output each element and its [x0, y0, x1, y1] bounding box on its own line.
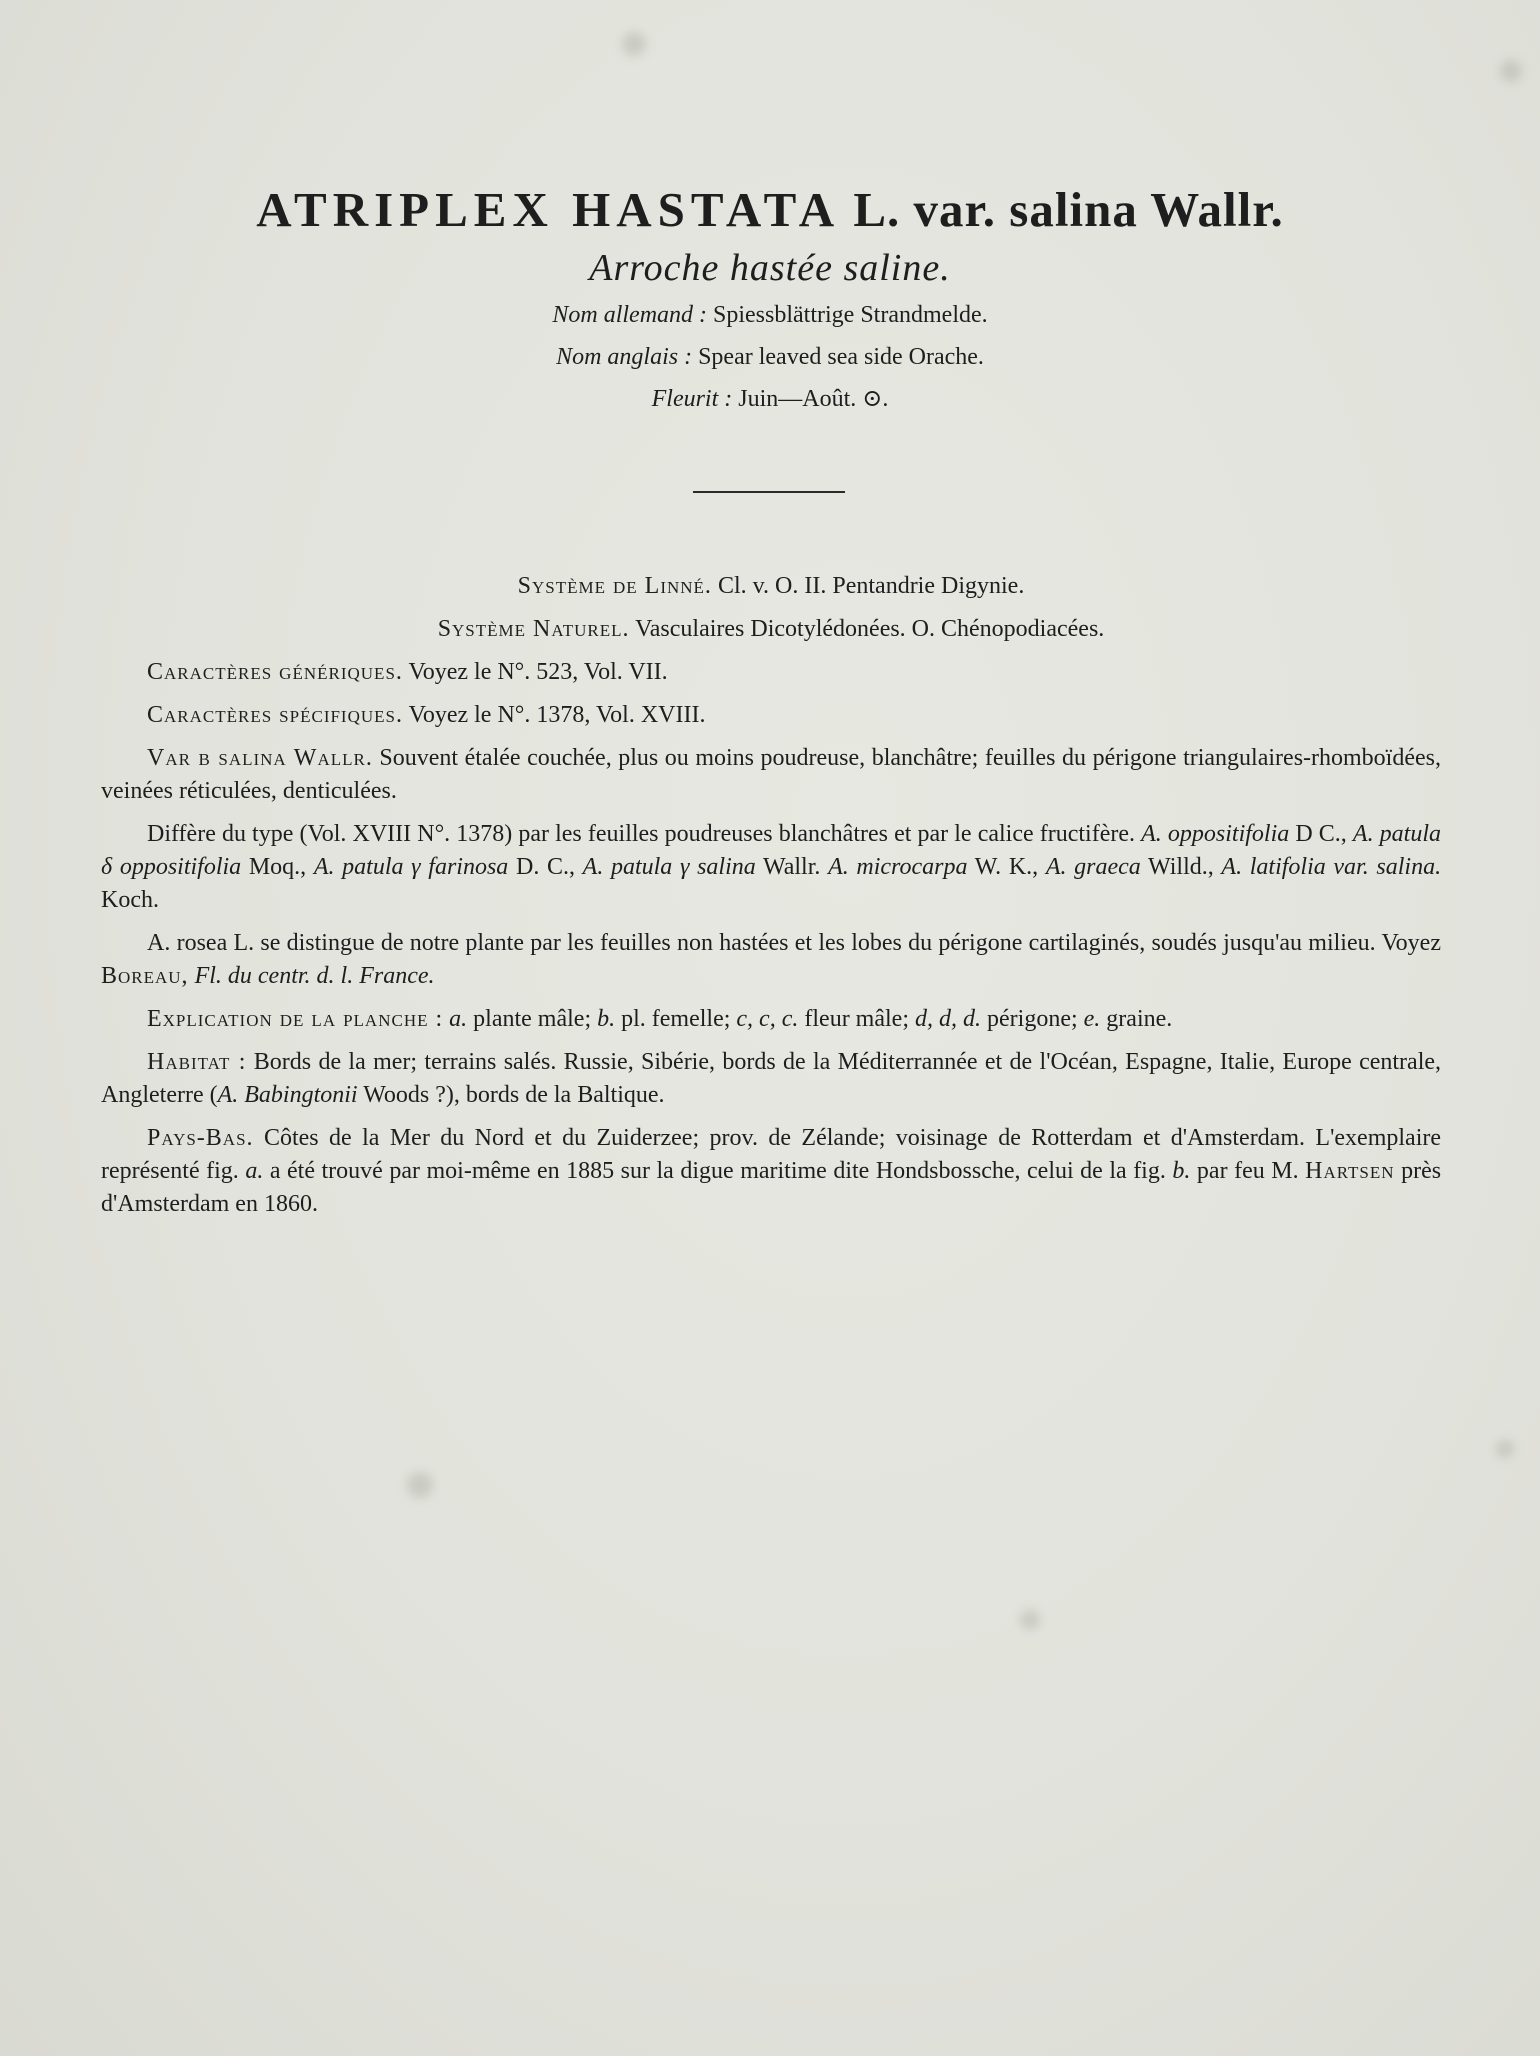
caracteres-specifiques	[101, 699, 1441, 732]
habitat	[101, 1046, 1441, 1112]
title-genus-species: ATRIPLEX HASTATA	[256, 182, 841, 237]
foxing-spot	[407, 1472, 433, 1498]
fig-text: périgone;	[987, 1006, 1078, 1032]
fig-letter: d, d, d.	[915, 1006, 981, 1032]
fig-text: fleur mâle;	[804, 1006, 909, 1032]
var-salina	[101, 742, 1441, 808]
differe-text: Diffère du type (Vol. XVIII N°. 1378) par les feuilles poudreuses blanchâtres et par le calice fructifère.	[147, 821, 1136, 847]
fig-letter: b.	[597, 1006, 616, 1032]
habitat-text: Woods ?), bords de la Baltique.	[363, 1082, 665, 1108]
synonym: A. microcarpa	[828, 854, 968, 880]
synonym: A. oppositifolia	[1141, 821, 1290, 847]
description-body	[101, 570, 1441, 1231]
foxing-spot	[1020, 1610, 1040, 1630]
synonym-author: Moq.,	[248, 854, 307, 880]
var-salina-text: Souvent étalée couchée, plus ou moins poudreuse, blanchâtre; feuilles du périgone triangulaires-rhomboïdées, veinées réticulées, denticulées.	[101, 745, 1441, 804]
synonym-author: W. K.,	[974, 854, 1039, 880]
fig-letter: a.	[449, 1006, 468, 1032]
synonym: A. graeca	[1045, 854, 1141, 880]
rosea-text: A. rosea L. se distingue de notre plante par les feuilles non hastées et les lobes du périgone cartilaginés, soudés jusqu'au milieu. Voyez	[147, 930, 1441, 956]
caracteres-generiques	[101, 656, 1441, 689]
habitat-label: Habitat :	[147, 1049, 247, 1075]
pays-bas-text: près d'Amsterdam en 1860.	[101, 1158, 1442, 1217]
collector-name: Hartsen	[1305, 1158, 1395, 1184]
systeme-naturel	[101, 613, 1441, 646]
fleurit	[0, 382, 1540, 416]
nom-allemand-value: Spiessblättrige Strandmelde.	[713, 302, 988, 328]
page-title	[0, 180, 1540, 240]
explication-label: Explication de la planche :	[147, 1006, 444, 1032]
pays-bas-label: Pays-Bas.	[147, 1125, 254, 1151]
var-salina-label: Var β salina Wallr.	[147, 745, 373, 771]
fig-letter: e.	[1083, 1006, 1101, 1032]
caracteres-specifiques-text: Voyez le N°. 1378, Vol. XVIII.	[408, 702, 706, 728]
synonym: A. patula γ salina	[582, 854, 756, 880]
habitat-synonym: A. Babingtonii	[217, 1082, 358, 1108]
synonym: A. patula γ farinosa	[313, 854, 509, 880]
synonym-author: D C.,	[1295, 821, 1347, 847]
differe-du-type	[101, 818, 1441, 917]
synonym-author: Wallr.	[763, 854, 821, 880]
nom-allemand	[0, 298, 1540, 332]
systeme-naturel-label: Système Naturel.	[437, 616, 630, 642]
caracteres-generiques-text: Voyez le N°. 523, Vol. VII.	[408, 659, 668, 685]
pays-bas-text: par feu M.	[1196, 1158, 1299, 1184]
fleurit-value: Juin—Août. ⊙.	[738, 386, 889, 412]
fig-letter: c, c, c.	[736, 1006, 799, 1032]
rosea-ref: Fl. du centr. d. l. France.	[194, 963, 435, 989]
foxing-spot	[1496, 1440, 1514, 1458]
systeme-naturel-text: Vasculaires Dicotylédonées. O. Chénopodiacées.	[635, 616, 1105, 642]
synonym-author: Willd.,	[1148, 854, 1214, 880]
rosea-author: Boreau,	[101, 963, 189, 989]
systeme-linne	[101, 570, 1441, 603]
nom-allemand-label: Nom allemand :	[552, 302, 708, 328]
fig-text: pl. femelle;	[621, 1006, 731, 1032]
page-subtitle: Arroche hastée saline.	[589, 247, 951, 289]
caracteres-specifiques-label: Caractères spécifiques.	[147, 702, 403, 728]
systeme-linne-label: Système de Linné.	[517, 573, 712, 599]
explication	[101, 1003, 1441, 1036]
pays-bas-text: a été trouvé par moi-même en 1885 sur la digue maritime dite Hondsbossche, celui de la fig.	[269, 1158, 1166, 1184]
caracteres-generiques-label: Caractères génériques.	[147, 659, 403, 685]
pays-bas	[101, 1122, 1441, 1221]
foxing-spot	[1500, 60, 1522, 82]
pays-bas-text: Côtes de la Mer du Nord et du Zuiderzee; prov. de Zélande; voisinage de Rotterdam et d'Amsterdam. L'exemplaire représenté fig.	[101, 1125, 1442, 1184]
systeme-linne-text: Cl. v. O. II. Pentandrie Digynie.	[717, 573, 1025, 599]
synonym: A. patula δ oppositifolia	[101, 821, 1442, 880]
foxing-spot	[622, 32, 646, 56]
nom-anglais	[0, 340, 1540, 374]
title-variety: L. var. salina Wallr.	[853, 182, 1284, 237]
rosea	[101, 927, 1441, 993]
fig-text: graine.	[1106, 1006, 1173, 1032]
fig-text: plante mâle;	[473, 1006, 592, 1032]
habitat-text: Bords de la mer; terrains salés. Russie, Sibérie, bords de la Méditerrannée et de l'Océan, Espagne, Italie, Europe centrale, Angleterre (	[101, 1049, 1442, 1108]
nom-anglais-label: Nom anglais :	[556, 344, 693, 370]
synonym: A. latifolia var. salina.	[1221, 854, 1442, 880]
fig-letter: a.	[245, 1158, 264, 1184]
fleurit-label: Fleurit :	[651, 386, 733, 412]
nom-anglais-value: Spear leaved sea side Orache.	[698, 344, 984, 370]
fig-letter: b.	[1172, 1158, 1191, 1184]
synonym-author: Koch.	[101, 887, 159, 913]
divider	[693, 491, 845, 493]
synonym-author: D. C.,	[515, 854, 575, 880]
